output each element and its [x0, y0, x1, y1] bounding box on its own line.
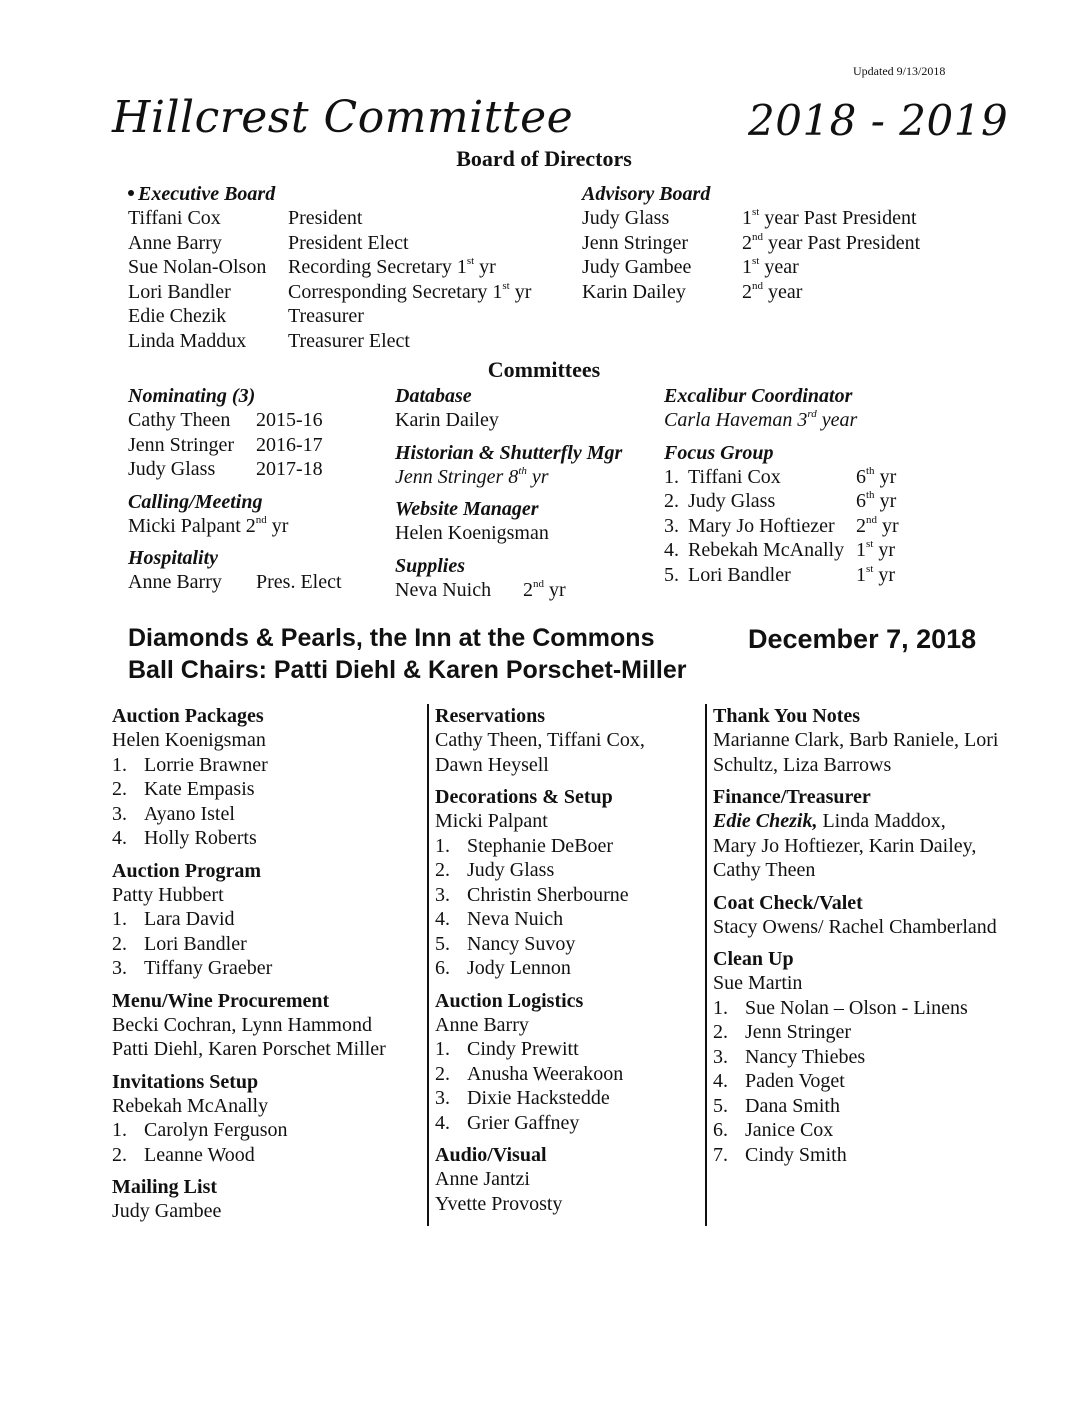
member-year: 2017-18 — [256, 458, 323, 480]
list-item — [713, 1118, 1043, 1143]
page-years: 2018 - 2019 — [748, 96, 1009, 145]
historian-heading: Historian & Shutterfly Mgr — [395, 441, 623, 464]
member-role: 2nd year Past President — [742, 230, 921, 254]
list-item — [435, 858, 701, 883]
member-name: Nancy Suvoy — [467, 932, 576, 955]
list-number: 4. — [435, 908, 450, 930]
list-item — [713, 1143, 1043, 1168]
finance-line: Cathy Theen — [713, 859, 816, 881]
page-title: Hillcrest Committee — [112, 92, 574, 143]
member-name: Kate Empasis — [144, 778, 255, 800]
committees-col-2 — [395, 384, 622, 602]
member-role: Recording Secretary 1st yr — [288, 255, 496, 278]
database-heading: Database — [395, 385, 472, 407]
member-name: Jenn Stringer — [128, 433, 235, 456]
cleanup-list — [713, 996, 1043, 1168]
member-name: Lara David — [144, 908, 235, 930]
list-item — [112, 753, 424, 778]
gala-date: December 7, 2018 — [748, 624, 977, 654]
list-number: 4. — [713, 1070, 728, 1092]
executive-member — [128, 304, 531, 329]
committee-heading: Auction Packages — [112, 705, 264, 727]
committees-col-3 — [664, 384, 899, 587]
focus-member — [664, 514, 899, 539]
executive-list — [128, 206, 531, 353]
committee-list — [435, 834, 701, 981]
executive-member — [128, 206, 531, 231]
member-name: Nancy Thiebes — [745, 1045, 866, 1068]
coat-check-line: Stacy Owens/ Rachel Chamberland — [713, 915, 997, 938]
list-number: 2. — [435, 859, 450, 881]
thank-you-heading: Thank You Notes — [713, 705, 861, 727]
excalibur-member: Carla Haveman 3rd year — [664, 408, 858, 431]
committee-list — [435, 1037, 701, 1135]
list-number: 1. — [713, 996, 728, 1019]
member-name: Anne Barry — [128, 231, 222, 254]
list-item — [435, 834, 701, 859]
nominating-member — [128, 408, 342, 433]
member-name: Tiffani Cox — [688, 465, 781, 488]
advisory-heading: Advisory Board — [582, 183, 711, 205]
member-name: Cindy Smith — [745, 1143, 847, 1166]
list-number: 5. — [435, 932, 450, 955]
member-term: 6th yr — [856, 464, 897, 488]
hospitality-member: Anne Barry Pres. Elect — [128, 571, 342, 593]
member-name: Neva Nuich — [467, 908, 564, 930]
list-number: 5. — [713, 1094, 728, 1117]
member-role: 1st year — [742, 255, 799, 278]
member-role: President Elect — [288, 231, 409, 254]
member-name: Judy Glass — [467, 859, 555, 881]
gala-line-1: Diamonds & Pearls, the Inn at the Commons — [128, 624, 655, 652]
list-number: 1. — [435, 834, 450, 857]
committee-line: Cathy Theen, Tiffani Cox, — [435, 729, 645, 751]
list-item — [713, 1069, 1043, 1094]
member-name: Carolyn Ferguson — [144, 1119, 288, 1141]
list-number: 5. — [664, 563, 679, 586]
member-name: Leanne Wood — [144, 1143, 255, 1166]
updated-date: Updated 9/13/2018 — [853, 64, 946, 78]
committee-heading: Audio/Visual — [435, 1144, 547, 1166]
list-number: 1. — [664, 465, 679, 488]
list-number: 1. — [112, 908, 127, 930]
excalibur-heading: Excalibur Coordinator — [664, 385, 853, 407]
list-number: 6. — [713, 1119, 728, 1141]
member-term: 2nd yr — [856, 513, 899, 537]
gala-title — [128, 622, 686, 686]
committee-line: Dawn Heysell — [435, 753, 549, 776]
finance-lead: Edie Chezik, Linda Maddox, — [713, 810, 946, 832]
advisory-member — [582, 255, 920, 280]
committee-heading: Menu/Wine Procurement — [112, 989, 330, 1012]
list-item — [112, 932, 424, 957]
calling-heading: Calling/Meeting — [128, 490, 263, 513]
committee-line: Anne Jantzi — [435, 1168, 530, 1190]
nominating-list — [128, 408, 342, 482]
member-role: 1st year Past President — [742, 206, 917, 229]
committee-line: Yvette Provosty — [435, 1192, 563, 1215]
member-role: Corresponding Secretary 1st yr — [288, 279, 532, 303]
list-number: 2. — [112, 932, 127, 955]
committee-line: Patti Diehl, Karen Porschet Miller — [112, 1038, 386, 1060]
advisory-board — [582, 182, 920, 304]
advisory-member — [582, 206, 920, 231]
executive-member — [128, 329, 531, 354]
list-number: 1. — [112, 753, 127, 776]
website-heading: Website Manager — [395, 498, 539, 520]
focus-member — [664, 538, 899, 563]
member-role: Treasurer — [288, 305, 364, 327]
list-item — [435, 907, 701, 932]
member-name: Sue Nolan-Olson — [128, 256, 267, 278]
member-name: Dana Smith — [745, 1094, 840, 1117]
list-item — [435, 1037, 701, 1062]
member-name: Lori Bandler — [688, 563, 791, 586]
member-name: Cindy Prewitt — [467, 1038, 579, 1060]
list-number: 4. — [435, 1111, 450, 1134]
committee-list — [112, 753, 424, 851]
executive-heading: Executive Board — [128, 182, 531, 206]
ball-col-1 — [112, 704, 424, 1224]
member-name: Lorrie Brawner — [144, 753, 268, 776]
member-role: Treasurer Elect — [288, 329, 410, 352]
finance-heading: Finance/Treasurer — [713, 786, 871, 808]
member-name: Lori Bandler — [128, 280, 231, 303]
database-member: Karin Dailey — [395, 409, 499, 431]
list-item — [435, 1062, 701, 1087]
bullet-icon — [128, 190, 134, 196]
gala-line-2: Ball Chairs: Patti Diehl & Karen Porschet-Miller — [128, 656, 687, 684]
thank-you-line: Marianne Clark, Barb Raniele, Lori — [713, 729, 999, 751]
list-item — [435, 883, 701, 908]
list-item — [112, 907, 424, 932]
member-name: Karin Dailey — [582, 280, 686, 303]
list-item — [435, 1111, 701, 1136]
member-name: Sue Nolan – Olson - Linens — [745, 996, 968, 1019]
committee-heading: Auction Logistics — [435, 989, 584, 1012]
list-number: 1. — [112, 1119, 127, 1141]
focus-member — [664, 465, 899, 490]
member-name: Paden Voget — [745, 1070, 845, 1092]
committee-list — [112, 907, 424, 981]
committee-lead: Micki Palpant — [435, 810, 548, 832]
list-item — [713, 996, 1043, 1021]
column-divider — [705, 704, 707, 1226]
focus-member — [664, 489, 899, 514]
nominating-member — [128, 457, 342, 482]
list-number: 6. — [435, 957, 450, 979]
list-number: 2. — [112, 778, 127, 800]
member-year: 2015-16 — [256, 409, 323, 431]
advisory-member — [582, 280, 920, 305]
list-number: 3. — [435, 1087, 450, 1109]
thank-you-line: Schultz, Liza Barrows — [713, 753, 892, 776]
list-number: 2. — [112, 1143, 127, 1166]
calling-member: Micki Palpant 2nd yr — [128, 513, 289, 537]
list-number: 3. — [112, 802, 127, 825]
list-number: 7. — [713, 1143, 728, 1166]
website-member: Helen Koenigsman — [395, 522, 549, 544]
member-name: Holly Roberts — [144, 827, 257, 849]
list-number: 2. — [435, 1062, 450, 1085]
committee-lead: Anne Barry — [435, 1013, 529, 1036]
finance-line: Mary Jo Hoftiezer, Karin Dailey, — [713, 834, 977, 857]
member-name: Jenn Stringer — [745, 1021, 852, 1043]
member-name: Judy Glass — [128, 458, 216, 480]
member-name: Tiffani Cox — [128, 207, 221, 229]
committee-heading: Reservations — [435, 705, 545, 727]
executive-member — [128, 255, 531, 280]
board-heading: Board of Directors — [456, 146, 632, 171]
supplies-heading: Supplies — [395, 554, 466, 577]
supplies-member: Neva Nuich 2nd yr — [395, 577, 566, 601]
member-name: Grier Gaffney — [467, 1111, 580, 1134]
committee-lead: Judy Gambee — [112, 1200, 222, 1222]
member-term: 1st yr — [856, 538, 896, 561]
member-name: Lori Bandler — [144, 932, 247, 955]
list-number: 2. — [664, 490, 679, 512]
committee-list — [112, 1118, 424, 1167]
cleanup-heading: Clean Up — [713, 948, 794, 970]
list-item — [435, 932, 701, 957]
list-item — [112, 777, 424, 802]
member-name: Christin Sherbourne — [467, 883, 629, 906]
list-item — [435, 956, 701, 981]
member-name: Jody Lennon — [467, 957, 571, 979]
ball-col-3 — [713, 704, 1043, 1167]
committee-lead: Patty Hubbert — [112, 883, 224, 906]
committee-heading: Invitations Setup — [112, 1070, 259, 1093]
member-name: Dixie Hackstedde — [467, 1087, 610, 1109]
committee-line: Becki Cochran, Lynn Hammond — [112, 1013, 372, 1036]
member-name: Janice Cox — [745, 1119, 834, 1141]
committee-lead: Helen Koenigsman — [112, 729, 266, 751]
committee-heading: Mailing List — [112, 1176, 218, 1198]
column-divider — [427, 704, 429, 1226]
list-item — [112, 1143, 424, 1168]
member-name: Cathy Theen — [128, 409, 231, 431]
member-name: Judy Glass — [582, 207, 670, 229]
list-number: 3. — [664, 514, 679, 537]
member-term: 6th yr — [856, 489, 897, 512]
member-name: Jenn Stringer — [582, 231, 689, 254]
list-number: 2. — [713, 1021, 728, 1043]
member-name: Judy Glass — [688, 490, 776, 512]
list-number: 3. — [112, 957, 127, 979]
list-number: 4. — [664, 539, 679, 561]
committees-heading: Committees — [487, 357, 601, 382]
executive-member — [128, 280, 531, 305]
historian-member: Jenn Stringer 8th yr — [395, 464, 549, 488]
nominating-member — [128, 433, 342, 458]
committee-heading: Auction Program — [112, 859, 262, 882]
committees-col-1 — [128, 384, 342, 595]
focus-member — [664, 563, 899, 588]
focus-list — [664, 465, 899, 588]
member-name: Anusha Weerakoon — [467, 1062, 624, 1085]
hospitality-heading: Hospitality — [128, 547, 218, 569]
ball-col-2 — [435, 704, 701, 1216]
committee-lead: Rebekah McAnally — [112, 1094, 269, 1117]
advisory-member — [582, 231, 920, 256]
executive-board — [128, 182, 531, 353]
member-name: Ayano Istel — [144, 802, 235, 825]
list-number: 3. — [713, 1045, 728, 1068]
member-name: Rebekah McAnally — [688, 539, 845, 561]
list-item — [713, 1045, 1043, 1070]
executive-member — [128, 231, 531, 256]
advisory-list — [582, 206, 920, 304]
list-number: 4. — [112, 827, 127, 849]
list-item — [713, 1094, 1043, 1119]
member-name: Judy Gambee — [582, 256, 692, 278]
member-role: 2nd year — [742, 279, 803, 303]
coat-check-heading: Coat Check/Valet — [713, 891, 863, 914]
list-number: 3. — [435, 883, 450, 906]
list-item — [112, 802, 424, 827]
member-name: Edie Chezik — [128, 305, 227, 327]
member-year: 2016-17 — [256, 433, 323, 456]
list-item — [112, 826, 424, 851]
member-role: President — [288, 207, 363, 229]
nominating-heading: Nominating (3) — [128, 385, 256, 407]
list-item — [112, 1118, 424, 1143]
member-name: Stephanie DeBoer — [467, 834, 614, 857]
member-name: Linda Maddux — [128, 329, 247, 352]
member-name: Mary Jo Hoftiezer — [688, 514, 835, 537]
list-number: 1. — [435, 1038, 450, 1060]
committee-heading: Decorations & Setup — [435, 786, 613, 808]
list-item — [112, 956, 424, 981]
list-item — [713, 1020, 1043, 1045]
member-term: 1st yr — [856, 562, 896, 586]
cleanup-lead: Sue Martin — [713, 972, 803, 994]
list-item — [435, 1086, 701, 1111]
member-name: Tiffany Graeber — [144, 957, 273, 979]
focus-heading: Focus Group — [664, 441, 774, 464]
